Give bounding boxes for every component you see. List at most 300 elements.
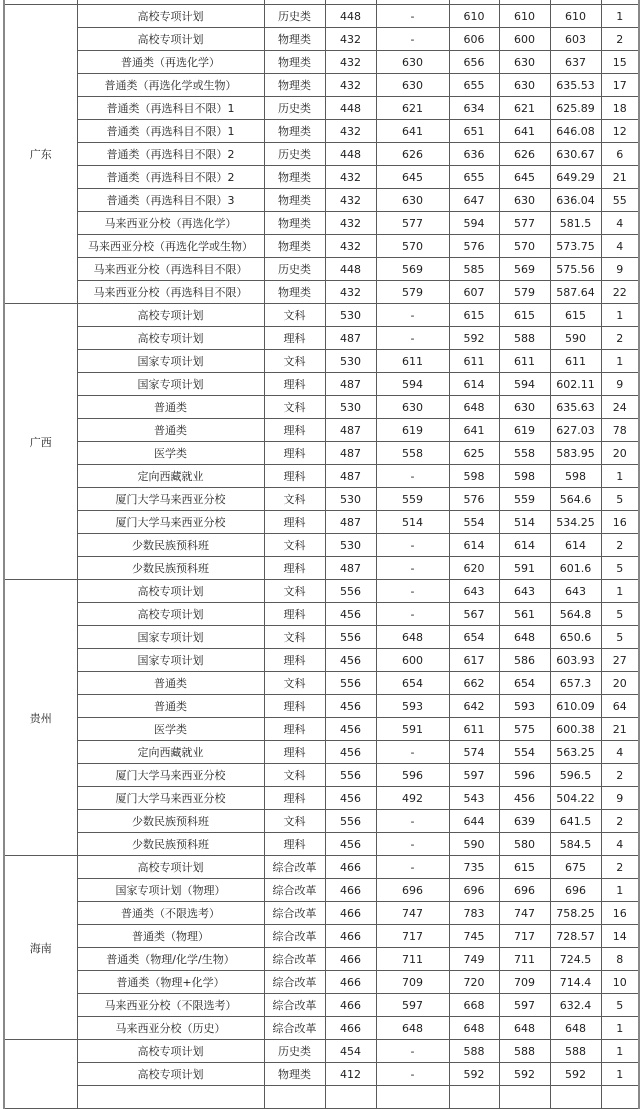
control-line-cell: 432 bbox=[325, 120, 376, 143]
subject-category-cell: 物理类 bbox=[264, 235, 325, 258]
control-line-cell: 456 bbox=[325, 649, 376, 672]
max-score-cell: 567 bbox=[449, 603, 499, 626]
avg-score-cell: 598 bbox=[550, 465, 601, 488]
avg-score-cell: 614 bbox=[550, 534, 601, 557]
control-line-cell: 448 bbox=[325, 97, 376, 120]
subject-category-cell: 综合改革 bbox=[264, 994, 325, 1017]
min-score-cell: 626 bbox=[499, 143, 550, 166]
admission-line-cell: 619 bbox=[376, 419, 449, 442]
admitted-count-cell: 9 bbox=[601, 787, 639, 810]
plan-type-cell: 国家专项计划 bbox=[77, 626, 264, 649]
min-score-cell: 630 bbox=[499, 189, 550, 212]
table-row bbox=[4, 143, 639, 166]
min-score-cell: 575 bbox=[499, 718, 550, 741]
admission-line-cell: - bbox=[376, 603, 449, 626]
admitted-count-cell: 14 bbox=[601, 925, 639, 948]
max-score-cell: 636 bbox=[449, 143, 499, 166]
control-line-cell: 556 bbox=[325, 672, 376, 695]
subject-category-cell: 综合改革 bbox=[264, 948, 325, 971]
control-line-cell: 432 bbox=[325, 235, 376, 258]
admission-line-cell: - bbox=[376, 741, 449, 764]
subject-category-cell: 理科 bbox=[264, 649, 325, 672]
min-score-cell: 641 bbox=[499, 120, 550, 143]
subject-category-cell bbox=[264, 1086, 325, 1109]
table-row bbox=[4, 741, 639, 764]
min-score-cell: 654 bbox=[499, 672, 550, 695]
max-score-cell: 745 bbox=[449, 925, 499, 948]
admitted-count-cell: 22 bbox=[601, 281, 639, 304]
admitted-count-cell: 1 bbox=[601, 304, 639, 327]
admitted-count-cell: 1 bbox=[601, 1017, 639, 1040]
max-score-cell: 597 bbox=[449, 764, 499, 787]
subject-category-cell: 综合改革 bbox=[264, 925, 325, 948]
plan-type-cell: 普通类（再选化学或生物） bbox=[77, 74, 264, 97]
subject-category-cell: 理科 bbox=[264, 511, 325, 534]
subject-category-cell: 理科 bbox=[264, 557, 325, 580]
admitted-count-cell: 1 bbox=[601, 1063, 639, 1086]
admitted-count-cell bbox=[601, 1086, 639, 1109]
subject-category-cell: 历史类 bbox=[264, 143, 325, 166]
control-line-cell: 530 bbox=[325, 350, 376, 373]
max-score-cell: 610 bbox=[449, 5, 499, 28]
max-score-cell: 656 bbox=[449, 51, 499, 74]
admission-line-cell: 641 bbox=[376, 120, 449, 143]
admitted-count-cell: 12 bbox=[601, 120, 639, 143]
max-score-cell: 654 bbox=[449, 626, 499, 649]
max-score-cell: 594 bbox=[449, 212, 499, 235]
max-score-cell: 606 bbox=[449, 28, 499, 51]
subject-category-cell: 物理类 bbox=[264, 212, 325, 235]
plan-type-cell: 普通类 bbox=[77, 396, 264, 419]
table-row bbox=[4, 534, 639, 557]
avg-score-cell: 573.75 bbox=[550, 235, 601, 258]
control-line-cell: 487 bbox=[325, 442, 376, 465]
province-cell: 贵州 bbox=[4, 580, 77, 856]
admitted-count-cell: 2 bbox=[601, 764, 639, 787]
subject-category-cell: 综合改革 bbox=[264, 856, 325, 879]
avg-score-cell: 648 bbox=[550, 1017, 601, 1040]
table-row bbox=[4, 1063, 639, 1086]
subject-category-cell: 历史类 bbox=[264, 5, 325, 28]
plan-type-cell: 少数民族预科班 bbox=[77, 833, 264, 856]
min-score-cell: 570 bbox=[499, 235, 550, 258]
max-score-cell: 749 bbox=[449, 948, 499, 971]
table-row bbox=[4, 258, 639, 281]
admission-line-cell: 600 bbox=[376, 649, 449, 672]
max-score-cell: 625 bbox=[449, 442, 499, 465]
avg-score-cell: 724.5 bbox=[550, 948, 601, 971]
plan-type-cell: 高校专项计划 bbox=[77, 5, 264, 28]
admission-line-cell: 559 bbox=[376, 488, 449, 511]
plan-type-cell: 高校专项计划 bbox=[77, 327, 264, 350]
table-row bbox=[4, 994, 639, 1017]
min-score-cell: 456 bbox=[499, 787, 550, 810]
admission-line-cell: - bbox=[376, 28, 449, 51]
control-line-cell: 412 bbox=[325, 1063, 376, 1086]
avg-score-cell: 615 bbox=[550, 304, 601, 327]
plan-type-cell: 普通类 bbox=[77, 419, 264, 442]
table-row bbox=[4, 465, 639, 488]
admission-line-cell: - bbox=[376, 810, 449, 833]
table-row bbox=[4, 120, 639, 143]
table-row bbox=[4, 350, 639, 373]
min-score-cell: 611 bbox=[499, 350, 550, 373]
subject-category-cell: 文科 bbox=[264, 350, 325, 373]
control-line-cell: 456 bbox=[325, 741, 376, 764]
plan-type-cell: 普通类（再选化学） bbox=[77, 51, 264, 74]
admission-line-cell: 630 bbox=[376, 51, 449, 74]
min-score-cell: 597 bbox=[499, 994, 550, 1017]
control-line-cell bbox=[325, 1086, 376, 1109]
control-line-cell: 556 bbox=[325, 580, 376, 603]
avg-score-cell: 596.5 bbox=[550, 764, 601, 787]
avg-score-cell: 602.11 bbox=[550, 373, 601, 396]
plan-type-cell: 厦门大学马来西亚分校 bbox=[77, 511, 264, 534]
table-row bbox=[4, 1086, 639, 1109]
max-score-cell: 644 bbox=[449, 810, 499, 833]
max-score-cell: 655 bbox=[449, 74, 499, 97]
subject-category-cell: 文科 bbox=[264, 764, 325, 787]
admitted-count-cell: 5 bbox=[601, 488, 639, 511]
table-row bbox=[4, 189, 639, 212]
admission-line-cell: 577 bbox=[376, 212, 449, 235]
plan-type-cell: 国家专项计划 bbox=[77, 373, 264, 396]
admission-line-cell: 630 bbox=[376, 396, 449, 419]
subject-category-cell: 理科 bbox=[264, 718, 325, 741]
control-line-cell: 454 bbox=[325, 1040, 376, 1063]
plan-type-cell: 少数民族预科班 bbox=[77, 810, 264, 833]
table-row bbox=[4, 764, 639, 787]
max-score-cell: 648 bbox=[449, 1017, 499, 1040]
table-row bbox=[4, 442, 639, 465]
table-row bbox=[4, 212, 639, 235]
max-score-cell: 614 bbox=[449, 373, 499, 396]
min-score-cell: 621 bbox=[499, 97, 550, 120]
min-score-cell: 558 bbox=[499, 442, 550, 465]
min-score-cell: 600 bbox=[499, 28, 550, 51]
admitted-count-cell: 5 bbox=[601, 626, 639, 649]
admission-scores-table bbox=[3, 0, 640, 1109]
admitted-count-cell: 10 bbox=[601, 971, 639, 994]
min-score-cell: 588 bbox=[499, 1040, 550, 1063]
admission-line-cell: - bbox=[376, 557, 449, 580]
avg-score-cell: 637 bbox=[550, 51, 601, 74]
min-score-cell: 596 bbox=[499, 764, 550, 787]
admission-line-cell: - bbox=[376, 465, 449, 488]
plan-type-cell: 定向西藏就业 bbox=[77, 465, 264, 488]
avg-score-cell: 611 bbox=[550, 350, 601, 373]
plan-type-cell: 医学类 bbox=[77, 718, 264, 741]
plan-type-cell: 普通类（再选科目不限）2 bbox=[77, 143, 264, 166]
min-score-cell: 630 bbox=[499, 74, 550, 97]
avg-score-cell: 575.56 bbox=[550, 258, 601, 281]
plan-type-cell: 高校专项计划 bbox=[77, 1040, 264, 1063]
table-row bbox=[4, 511, 639, 534]
avg-score-cell: 583.95 bbox=[550, 442, 601, 465]
avg-score-cell: 636.04 bbox=[550, 189, 601, 212]
admission-line-cell: 711 bbox=[376, 948, 449, 971]
admitted-count-cell: 24 bbox=[601, 396, 639, 419]
max-score-cell: 611 bbox=[449, 350, 499, 373]
min-score-cell: 561 bbox=[499, 603, 550, 626]
plan-type-cell bbox=[77, 1086, 264, 1109]
plan-type-cell: 马来西亚分校（再选化学或生物） bbox=[77, 235, 264, 258]
admitted-count-cell: 21 bbox=[601, 718, 639, 741]
avg-score-cell: 728.57 bbox=[550, 925, 601, 948]
min-score-cell: 586 bbox=[499, 649, 550, 672]
table-row bbox=[4, 902, 639, 925]
control-line-cell: 432 bbox=[325, 281, 376, 304]
table-row bbox=[4, 718, 639, 741]
control-line-cell: 466 bbox=[325, 994, 376, 1017]
avg-score-cell bbox=[550, 1086, 601, 1109]
admission-line-cell bbox=[376, 1086, 449, 1109]
plan-type-cell: 高校专项计划 bbox=[77, 304, 264, 327]
min-score-cell: 615 bbox=[499, 304, 550, 327]
min-score-cell: 514 bbox=[499, 511, 550, 534]
admission-line-cell: - bbox=[376, 327, 449, 350]
table-row bbox=[4, 948, 639, 971]
table-row bbox=[4, 971, 639, 994]
plan-type-cell: 普通类 bbox=[77, 695, 264, 718]
control-line-cell: 487 bbox=[325, 373, 376, 396]
admitted-count-cell: 1 bbox=[601, 580, 639, 603]
plan-type-cell: 普通类（再选科目不限）1 bbox=[77, 120, 264, 143]
control-line-cell: 466 bbox=[325, 925, 376, 948]
table-row bbox=[4, 856, 639, 879]
max-score-cell bbox=[449, 1086, 499, 1109]
avg-score-cell: 603 bbox=[550, 28, 601, 51]
admission-line-cell: - bbox=[376, 580, 449, 603]
admission-line-cell: 597 bbox=[376, 994, 449, 1017]
min-score-cell: 554 bbox=[499, 741, 550, 764]
table-row bbox=[4, 649, 639, 672]
min-score-cell: 648 bbox=[499, 626, 550, 649]
avg-score-cell: 635.63 bbox=[550, 396, 601, 419]
control-line-cell: 466 bbox=[325, 879, 376, 902]
plan-type-cell: 普通类（再选科目不限）2 bbox=[77, 166, 264, 189]
avg-score-cell: 643 bbox=[550, 580, 601, 603]
max-score-cell: 588 bbox=[449, 1040, 499, 1063]
table-row bbox=[4, 74, 639, 97]
min-score-cell: 630 bbox=[499, 396, 550, 419]
admitted-count-cell: 1 bbox=[601, 5, 639, 28]
plan-type-cell: 普通类（再选科目不限）1 bbox=[77, 97, 264, 120]
subject-category-cell: 物理类 bbox=[264, 166, 325, 189]
min-score-cell: 569 bbox=[499, 258, 550, 281]
avg-score-cell: 534.25 bbox=[550, 511, 601, 534]
plan-type-cell: 高校专项计划 bbox=[77, 580, 264, 603]
min-score-cell: 615 bbox=[499, 856, 550, 879]
avg-score-cell: 649.29 bbox=[550, 166, 601, 189]
plan-type-cell: 马来西亚分校（再选科目不限） bbox=[77, 281, 264, 304]
subject-category-cell: 物理类 bbox=[264, 1063, 325, 1086]
subject-category-cell: 综合改革 bbox=[264, 1017, 325, 1040]
avg-score-cell: 630.67 bbox=[550, 143, 601, 166]
table-row bbox=[4, 626, 639, 649]
min-score-cell: 619 bbox=[499, 419, 550, 442]
admitted-count-cell: 4 bbox=[601, 741, 639, 764]
control-line-cell: 456 bbox=[325, 695, 376, 718]
avg-score-cell: 581.5 bbox=[550, 212, 601, 235]
admitted-count-cell: 1 bbox=[601, 1040, 639, 1063]
control-line-cell: 456 bbox=[325, 787, 376, 810]
admission-line-cell: 558 bbox=[376, 442, 449, 465]
subject-category-cell: 理科 bbox=[264, 373, 325, 396]
min-score-cell: 592 bbox=[499, 1063, 550, 1086]
control-line-cell: 487 bbox=[325, 511, 376, 534]
admission-line-cell: 630 bbox=[376, 189, 449, 212]
control-line-cell: 432 bbox=[325, 166, 376, 189]
admitted-count-cell: 17 bbox=[601, 74, 639, 97]
max-score-cell: 576 bbox=[449, 488, 499, 511]
avg-score-cell: 601.6 bbox=[550, 557, 601, 580]
subject-category-cell: 理科 bbox=[264, 465, 325, 488]
min-score-cell: 598 bbox=[499, 465, 550, 488]
subject-category-cell: 文科 bbox=[264, 580, 325, 603]
max-score-cell: 543 bbox=[449, 787, 499, 810]
plan-type-cell: 普通类（物理） bbox=[77, 925, 264, 948]
subject-category-cell: 理科 bbox=[264, 442, 325, 465]
subject-category-cell: 物理类 bbox=[264, 281, 325, 304]
min-score-cell: 594 bbox=[499, 373, 550, 396]
admission-scores-table-container bbox=[3, 0, 640, 1109]
admission-line-cell: - bbox=[376, 5, 449, 28]
avg-score-cell: 504.22 bbox=[550, 787, 601, 810]
admission-line-cell: 570 bbox=[376, 235, 449, 258]
subject-category-cell: 物理类 bbox=[264, 74, 325, 97]
subject-category-cell: 物理类 bbox=[264, 51, 325, 74]
control-line-cell: 466 bbox=[325, 1017, 376, 1040]
max-score-cell: 655 bbox=[449, 166, 499, 189]
admitted-count-cell: 4 bbox=[601, 235, 639, 258]
admitted-count-cell: 21 bbox=[601, 166, 639, 189]
avg-score-cell: 625.89 bbox=[550, 97, 601, 120]
table-row bbox=[4, 419, 639, 442]
subject-category-cell: 文科 bbox=[264, 396, 325, 419]
subject-category-cell: 理科 bbox=[264, 833, 325, 856]
admission-line-cell: 621 bbox=[376, 97, 449, 120]
subject-category-cell: 理科 bbox=[264, 603, 325, 626]
subject-category-cell: 文科 bbox=[264, 810, 325, 833]
subject-category-cell: 综合改革 bbox=[264, 902, 325, 925]
avg-score-cell: 758.25 bbox=[550, 902, 601, 925]
admission-line-cell: 747 bbox=[376, 902, 449, 925]
max-score-cell: 614 bbox=[449, 534, 499, 557]
table-row bbox=[4, 787, 639, 810]
min-score-cell: 709 bbox=[499, 971, 550, 994]
avg-score-cell: 563.25 bbox=[550, 741, 601, 764]
admission-line-cell: 593 bbox=[376, 695, 449, 718]
admission-line-cell: 645 bbox=[376, 166, 449, 189]
plan-type-cell: 高校专项计划 bbox=[77, 28, 264, 51]
control-line-cell: 530 bbox=[325, 396, 376, 419]
admission-line-cell: 514 bbox=[376, 511, 449, 534]
min-score-cell: 610 bbox=[499, 5, 550, 28]
admitted-count-cell: 64 bbox=[601, 695, 639, 718]
admitted-count-cell: 2 bbox=[601, 856, 639, 879]
admitted-count-cell: 9 bbox=[601, 373, 639, 396]
max-score-cell: 576 bbox=[449, 235, 499, 258]
control-line-cell: 556 bbox=[325, 764, 376, 787]
admission-line-cell: 594 bbox=[376, 373, 449, 396]
subject-category-cell: 理科 bbox=[264, 419, 325, 442]
min-score-cell: 593 bbox=[499, 695, 550, 718]
admission-line-cell: - bbox=[376, 1063, 449, 1086]
avg-score-cell: 590 bbox=[550, 327, 601, 350]
subject-category-cell: 文科 bbox=[264, 534, 325, 557]
admitted-count-cell: 8 bbox=[601, 948, 639, 971]
subject-category-cell: 理科 bbox=[264, 695, 325, 718]
max-score-cell: 607 bbox=[449, 281, 499, 304]
table-row bbox=[4, 488, 639, 511]
admission-line-cell: 648 bbox=[376, 626, 449, 649]
control-line-cell: 466 bbox=[325, 902, 376, 925]
max-score-cell: 574 bbox=[449, 741, 499, 764]
admitted-count-cell: 2 bbox=[601, 534, 639, 557]
subject-category-cell: 历史类 bbox=[264, 258, 325, 281]
table-row bbox=[4, 580, 639, 603]
min-score-cell: 559 bbox=[499, 488, 550, 511]
control-line-cell: 456 bbox=[325, 833, 376, 856]
admission-line-cell: - bbox=[376, 534, 449, 557]
plan-type-cell: 高校专项计划 bbox=[77, 856, 264, 879]
min-score-cell: 580 bbox=[499, 833, 550, 856]
max-score-cell: 554 bbox=[449, 511, 499, 534]
max-score-cell: 651 bbox=[449, 120, 499, 143]
plan-type-cell: 厦门大学马来西亚分校 bbox=[77, 764, 264, 787]
table-row bbox=[4, 1040, 639, 1063]
avg-score-cell: 564.6 bbox=[550, 488, 601, 511]
subject-category-cell: 物理类 bbox=[264, 28, 325, 51]
admitted-count-cell: 16 bbox=[601, 511, 639, 534]
subject-category-cell: 文科 bbox=[264, 488, 325, 511]
subject-category-cell: 文科 bbox=[264, 672, 325, 695]
max-score-cell: 662 bbox=[449, 672, 499, 695]
table-row bbox=[4, 28, 639, 51]
min-score-cell: 630 bbox=[499, 51, 550, 74]
admission-line-cell: - bbox=[376, 1040, 449, 1063]
province-cell: 广西 bbox=[4, 304, 77, 580]
admitted-count-cell: 2 bbox=[601, 810, 639, 833]
control-line-cell: 448 bbox=[325, 143, 376, 166]
admission-line-cell: 630 bbox=[376, 74, 449, 97]
avg-score-cell: 592 bbox=[550, 1063, 601, 1086]
table-row bbox=[4, 833, 639, 856]
table-row bbox=[4, 396, 639, 419]
control-line-cell: 466 bbox=[325, 971, 376, 994]
avg-score-cell: 657.3 bbox=[550, 672, 601, 695]
avg-score-cell: 641.5 bbox=[550, 810, 601, 833]
plan-type-cell: 高校专项计划 bbox=[77, 603, 264, 626]
control-line-cell: 487 bbox=[325, 557, 376, 580]
avg-score-cell: 610 bbox=[550, 5, 601, 28]
admission-line-cell: 596 bbox=[376, 764, 449, 787]
table-row bbox=[4, 925, 639, 948]
admitted-count-cell: 1 bbox=[601, 350, 639, 373]
table-row bbox=[4, 810, 639, 833]
max-score-cell: 620 bbox=[449, 557, 499, 580]
admitted-count-cell: 5 bbox=[601, 603, 639, 626]
max-score-cell: 696 bbox=[449, 879, 499, 902]
province-cell: 广东 bbox=[4, 5, 77, 304]
admission-line-cell: - bbox=[376, 833, 449, 856]
max-score-cell: 641 bbox=[449, 419, 499, 442]
admitted-count-cell: 6 bbox=[601, 143, 639, 166]
max-score-cell: 592 bbox=[449, 327, 499, 350]
control-line-cell: 432 bbox=[325, 51, 376, 74]
min-score-cell bbox=[499, 1086, 550, 1109]
